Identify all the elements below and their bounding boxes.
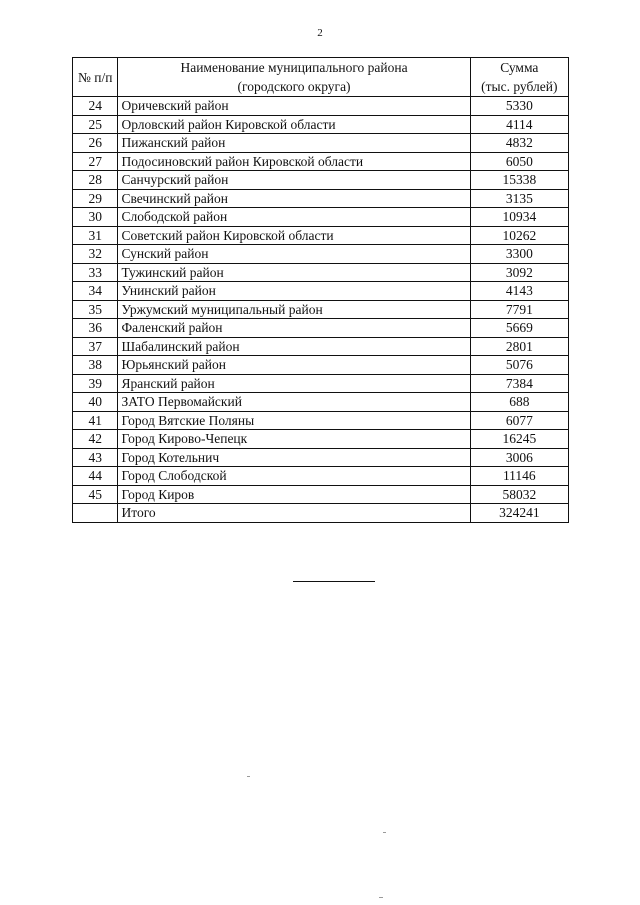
table-row [73, 411, 569, 430]
row-number: 34 [73, 282, 118, 301]
row-number: 33 [73, 263, 118, 282]
row-sum: 58032 [470, 485, 568, 504]
row-number: 25 [73, 115, 118, 134]
table-row [73, 189, 569, 208]
row-sum: 7384 [470, 374, 568, 393]
row-name: Шабалинский район [118, 337, 470, 356]
table-row [73, 356, 569, 375]
row-sum: 6077 [470, 411, 568, 430]
table-header-row [73, 58, 569, 97]
table-row [73, 171, 569, 190]
row-sum: 4143 [470, 282, 568, 301]
scan-speck [383, 832, 386, 833]
table-row [73, 226, 569, 245]
row-sum: 2801 [470, 337, 568, 356]
row-name: Город Кирово-Чепецк [118, 430, 470, 449]
table-row [73, 152, 569, 171]
row-name: Санчурский район [118, 171, 470, 190]
scan-speck [247, 776, 250, 777]
row-name: Фаленский район [118, 319, 470, 338]
table-row [73, 485, 569, 504]
row-sum: 5076 [470, 356, 568, 375]
header-name-line2: (городского округа) [237, 79, 351, 94]
row-sum: 16245 [470, 430, 568, 449]
row-name: Город Вятские Поляны [118, 411, 470, 430]
row-sum: 7791 [470, 300, 568, 319]
row-name: Слободской район [118, 208, 470, 227]
row-sum: 5330 [470, 97, 568, 116]
row-name: ЗАТО Первомайский [118, 393, 470, 412]
table-row [73, 467, 569, 486]
table-row [73, 448, 569, 467]
row-number: 27 [73, 152, 118, 171]
total-row [73, 504, 569, 523]
row-number: 44 [73, 467, 118, 486]
row-name: Юрьянский район [118, 356, 470, 375]
row-name: Пижанский район [118, 134, 470, 153]
total-sum: 324241 [470, 504, 568, 523]
table-row [73, 245, 569, 264]
header-number-label: № п/п [78, 69, 113, 85]
row-name: Город Котельнич [118, 448, 470, 467]
table-row [73, 337, 569, 356]
row-number: 30 [73, 208, 118, 227]
table-row [73, 393, 569, 412]
row-number: 42 [73, 430, 118, 449]
funding-table [72, 57, 569, 523]
row-name: Город Киров [118, 485, 470, 504]
row-number: 38 [73, 356, 118, 375]
total-number [73, 504, 118, 523]
row-number: 41 [73, 411, 118, 430]
row-sum: 6050 [470, 152, 568, 171]
row-sum: 4114 [470, 115, 568, 134]
table-row [73, 430, 569, 449]
table-row [73, 115, 569, 134]
row-name: Сунский район [118, 245, 470, 264]
table-row [73, 263, 569, 282]
row-number: 39 [73, 374, 118, 393]
row-number: 43 [73, 448, 118, 467]
header-number [73, 58, 118, 97]
row-name: Тужинский район [118, 263, 470, 282]
table-row [73, 208, 569, 227]
row-name: Свечинский район [118, 189, 470, 208]
row-number: 45 [73, 485, 118, 504]
row-name: Яранский район [118, 374, 470, 393]
row-number: 28 [73, 171, 118, 190]
header-sum [470, 58, 568, 97]
table-row [73, 319, 569, 338]
row-number: 35 [73, 300, 118, 319]
row-number: 37 [73, 337, 118, 356]
row-number: 26 [73, 134, 118, 153]
row-sum: 3092 [470, 263, 568, 282]
row-sum: 688 [470, 393, 568, 412]
row-sum: 10934 [470, 208, 568, 227]
header-sum-line2: (тыс. рублей) [481, 79, 558, 94]
row-number: 36 [73, 319, 118, 338]
page-number: 2 [317, 27, 323, 39]
row-sum: 5669 [470, 319, 568, 338]
row-number: 29 [73, 189, 118, 208]
row-name: Орловский район Кировской области [118, 115, 470, 134]
row-sum: 11146 [470, 467, 568, 486]
end-separator-line [293, 581, 375, 582]
row-number: 32 [73, 245, 118, 264]
row-sum: 3300 [470, 245, 568, 264]
row-name: Оричевский район [118, 97, 470, 116]
row-sum: 10262 [470, 226, 568, 245]
total-label: Итого [118, 504, 470, 523]
row-name: Город Слободской [118, 467, 470, 486]
row-number: 40 [73, 393, 118, 412]
row-sum: 15338 [470, 171, 568, 190]
row-number: 31 [73, 226, 118, 245]
row-name: Подосиновский район Кировской области [118, 152, 470, 171]
table-row [73, 97, 569, 116]
row-sum: 3006 [470, 448, 568, 467]
table-body [73, 97, 569, 523]
header-name [118, 58, 470, 97]
row-number: 24 [73, 97, 118, 116]
header-sum-line1: Сумма [500, 60, 539, 75]
row-sum: 3135 [470, 189, 568, 208]
row-name: Унинский район [118, 282, 470, 301]
row-sum: 4832 [470, 134, 568, 153]
table-row [73, 300, 569, 319]
header-name-line1: Наименование муниципального района [180, 60, 408, 75]
scan-speck [379, 897, 383, 898]
row-name: Уржумский муниципальный район [118, 300, 470, 319]
table-row [73, 374, 569, 393]
row-name: Советский район Кировской области [118, 226, 470, 245]
table-row [73, 134, 569, 153]
table-row [73, 282, 569, 301]
